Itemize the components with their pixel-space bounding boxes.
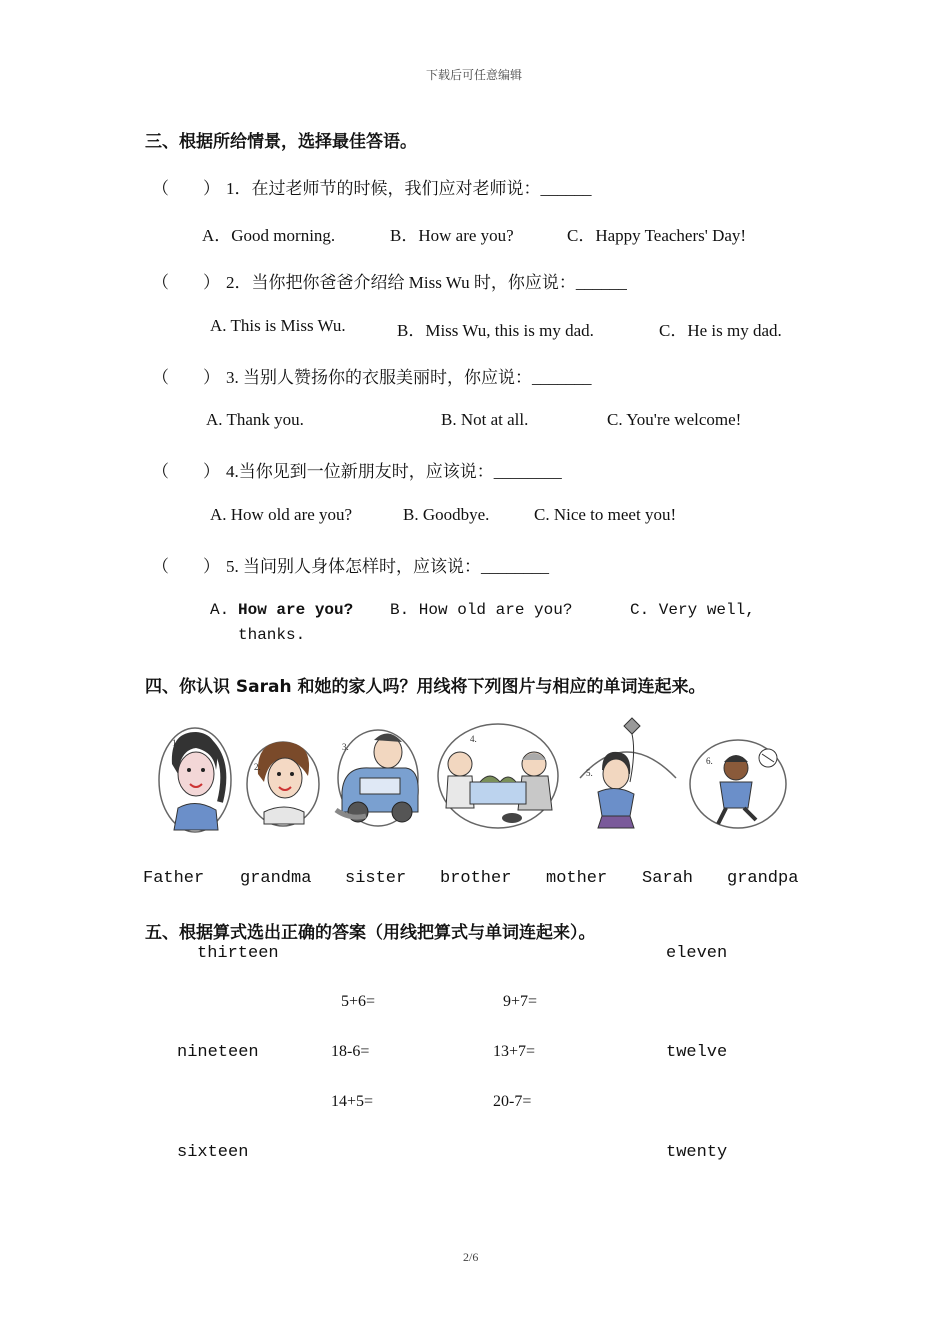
section-5-title: 五、根据算式选出正确的答案（用线把算式与单词连起来）。: [145, 923, 596, 943]
word-mother: mother: [546, 869, 608, 888]
word-sarah: Sarah: [642, 869, 694, 888]
picture-2-number: 2.: [254, 762, 261, 772]
left-word-thirteen: thirteen: [197, 944, 279, 963]
picture-3-number: 3.: [342, 742, 349, 752]
q5-option-a-text: How are you?: [238, 601, 354, 619]
q3-option-a: A. Thank you.: [206, 410, 304, 429]
equation-20-minus-7: 20-7=: [493, 1093, 532, 1110]
q5-option-c: C. Very well,: [630, 601, 755, 619]
q3-paren: （ ）: [152, 368, 220, 387]
equation-9-plus-7: 9+7=: [503, 993, 538, 1010]
q2-paren: （ ）: [152, 273, 220, 292]
word-sister: sister: [345, 869, 407, 888]
picture-6-number: 6.: [706, 756, 713, 766]
q1-option-b: B．How are you?: [390, 226, 514, 245]
q4-option-a: A. How old are you?: [210, 505, 353, 524]
picture-2-woman: [238, 712, 328, 838]
q3-text: 3. 当别人赞扬你的衣服美丽时，你应说：_______: [226, 368, 592, 387]
right-word-eleven: eleven: [666, 944, 728, 963]
q5-text: 5. 当问别人身体怎样时，应该说：________: [226, 557, 549, 576]
picture-1-girl: [150, 712, 240, 838]
right-word-twelve: twelve: [666, 1043, 728, 1062]
section-4-title: 四、你认识 Sarah 和她的家人吗？用线将下列图片与相应的单词连起来。: [145, 677, 706, 697]
q5-option-a-letter: A.: [210, 601, 230, 619]
picture-5-girl-with-kite: [572, 712, 682, 838]
q4-option-b: B. Goodbye.: [403, 505, 490, 524]
q4-option-c: C. Nice to meet you!: [534, 505, 677, 524]
equation-13-plus-7: 13+7=: [493, 1043, 536, 1060]
word-grandpa: grandpa: [727, 869, 799, 888]
q1-paren: （ ）: [152, 179, 220, 198]
word-father: Father: [143, 869, 205, 888]
right-word-twenty: twenty: [666, 1143, 728, 1162]
page-header: 下载后可任意编辑: [426, 68, 523, 82]
q2-option-a: A. This is Miss Wu.: [210, 316, 346, 335]
picture-1-number: 1.: [172, 738, 179, 748]
q3-option-c: C. You're welcome!: [607, 410, 742, 429]
picture-5-number: 5.: [586, 768, 593, 778]
word-brother: brother: [440, 869, 512, 888]
word-grandma: grandma: [240, 869, 312, 888]
page-number: 2/6: [463, 1250, 479, 1264]
equation-14-plus-5: 14+5=: [331, 1093, 374, 1110]
q4-text: 4.当你见到一位新朋友时，应该说：________: [226, 462, 562, 481]
q2-option-b: B．Miss Wu, this is my dad.: [397, 321, 594, 340]
q1-option-a: A．Good morning.: [202, 226, 336, 245]
q5-paren: （ ）: [152, 557, 220, 576]
q2-option-c: C．He is my dad.: [659, 321, 782, 340]
q2-text: 2．当你把你爸爸介绍给 Miss Wu 时，你应说：______: [226, 273, 627, 292]
q1-text: 1．在过老师节的时候，我们应对老师说：______: [226, 179, 592, 198]
left-word-nineteen: nineteen: [177, 1043, 259, 1062]
q5-option-c-continued: thanks.: [238, 626, 306, 644]
q4-paren: （ ）: [152, 462, 220, 481]
equation-18-minus-6: 18-6=: [331, 1043, 370, 1060]
picture-3-man-in-car: [330, 712, 425, 838]
picture-4-number: 4.: [470, 734, 477, 744]
q3-option-b: B. Not at all.: [441, 410, 529, 429]
section-3-title: 三、根据所给情景，选择最佳答语。: [145, 132, 417, 152]
equation-5-plus-6: 5+6=: [341, 993, 376, 1010]
left-word-sixteen: sixteen: [177, 1143, 249, 1162]
q1-option-c: C．Happy Teachers' Day!: [567, 226, 747, 245]
picture-4-grandparents-at-table: [430, 712, 565, 838]
q5-option-b: B. How old are you?: [390, 601, 573, 619]
picture-6-boy-with-ball: [686, 712, 792, 838]
